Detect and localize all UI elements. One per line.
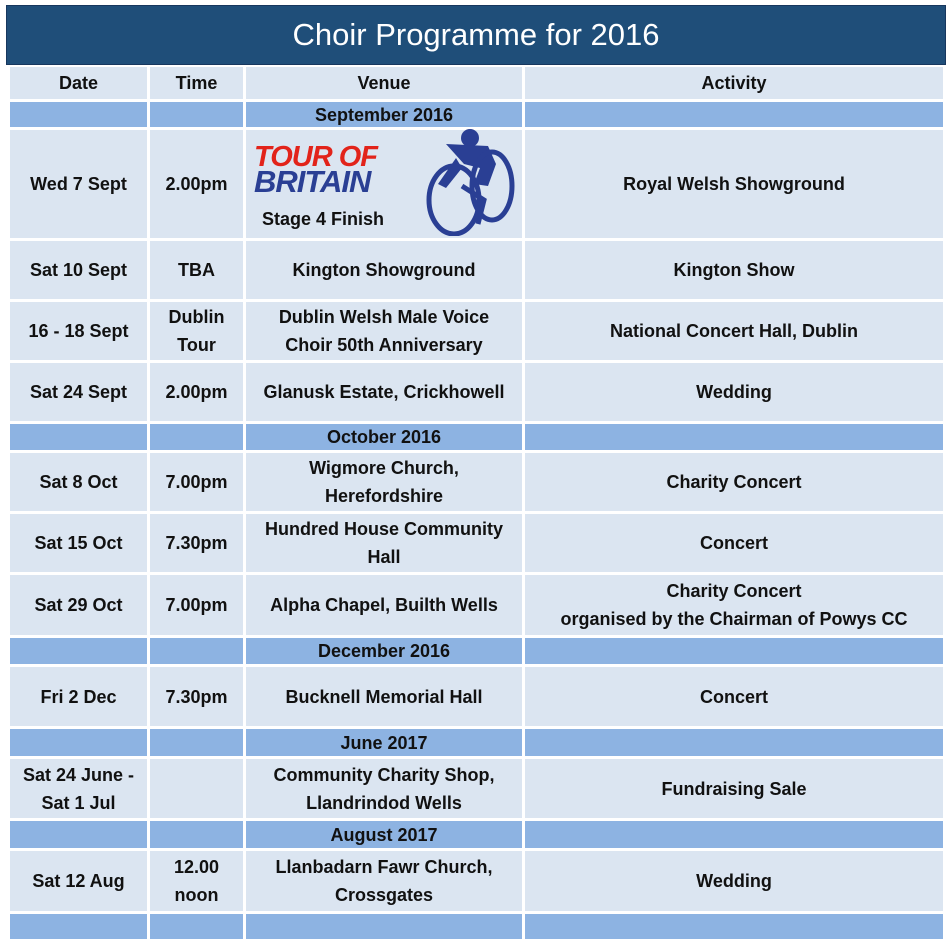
event-time-line: 12.00 <box>173 857 220 877</box>
table-row <box>6 851 946 911</box>
event-date: Wed 7 Sept <box>10 130 147 238</box>
table-row <box>6 363 946 421</box>
event-time-line: Tour <box>177 335 216 355</box>
event-venue <box>246 514 522 572</box>
event-activity: Wedding <box>525 363 943 421</box>
event-date: Sat 15 Oct <box>10 514 147 572</box>
event-venue: Bucknell Memorial Hall <box>246 667 522 726</box>
event-time: 2.00pm <box>150 363 243 421</box>
event-activity: Concert <box>525 667 943 726</box>
event-time: 7.00pm <box>150 453 243 511</box>
month-row <box>6 424 946 450</box>
header-venue: Venue <box>246 67 522 99</box>
event-activity: Charity Concert <box>525 453 943 511</box>
month-spacer <box>10 729 147 756</box>
table-row <box>6 241 946 299</box>
month-spacer <box>525 424 943 450</box>
event-venue-line: Hundred House Community <box>264 519 503 539</box>
event-time: 2.00pm <box>150 130 243 238</box>
event-activity: Concert <box>525 514 943 572</box>
month-label: August 2017 <box>246 821 522 848</box>
event-venue: Glanusk Estate, Crickhowell <box>246 363 522 421</box>
event-venue <box>246 759 522 818</box>
event-time: TBA <box>150 241 243 299</box>
tour-of-britain-logo <box>254 130 518 238</box>
event-activity: Kington Show <box>525 241 943 299</box>
event-activity: Fundraising Sale <box>525 759 943 818</box>
event-venue-line: Choir 50th Anniversary <box>285 335 483 355</box>
footer-spacer <box>525 914 943 939</box>
footer-spacer <box>246 914 522 939</box>
event-venue-line: Crossgates <box>334 885 434 905</box>
month-row <box>6 821 946 848</box>
table-row <box>6 759 946 818</box>
event-activity <box>525 575 943 635</box>
footer-spacer <box>150 914 243 939</box>
table-row <box>6 667 946 726</box>
month-spacer <box>150 729 243 756</box>
event-time: 7.30pm <box>150 514 243 572</box>
month-spacer <box>150 638 243 664</box>
footer-row <box>6 914 946 939</box>
event-activity-line: organised by the Chairman of Powys CC <box>560 609 908 629</box>
event-venue-line: Dublin Welsh Male Voice <box>278 307 490 327</box>
event-time <box>150 759 243 818</box>
event-date: Fri 2 Dec <box>10 667 147 726</box>
event-date-line: Sat 24 June - <box>22 764 135 785</box>
event-venue <box>246 851 522 911</box>
event-activity-line: Charity Concert <box>666 581 802 601</box>
event-date: Sat 10 Sept <box>10 241 147 299</box>
table-row <box>6 130 946 238</box>
month-spacer <box>525 638 943 664</box>
logo-text-tour: TOUR OF <box>254 141 377 173</box>
event-venue <box>246 130 522 238</box>
table-header-row <box>6 67 946 99</box>
cyclist-icon <box>426 128 518 236</box>
month-spacer <box>525 729 943 756</box>
header-date: Date <box>10 67 147 99</box>
event-date: Sat 12 Aug <box>10 851 147 911</box>
month-label: October 2016 <box>246 424 522 450</box>
event-venue-line: Hall <box>367 547 401 567</box>
month-spacer <box>525 821 943 848</box>
month-spacer <box>525 102 943 127</box>
table-row <box>6 514 946 572</box>
table-row <box>6 575 946 635</box>
event-date: Sat 24 Sept <box>10 363 147 421</box>
month-row <box>6 729 946 756</box>
event-time: 7.30pm <box>150 667 243 726</box>
event-time <box>150 302 243 360</box>
month-label: June 2017 <box>246 729 522 756</box>
event-time: 7.00pm <box>150 575 243 635</box>
event-activity: Royal Welsh Showground <box>525 130 943 238</box>
page-title: Choir Programme for 2016 <box>6 5 946 65</box>
event-activity: Wedding <box>525 851 943 911</box>
month-spacer <box>10 638 147 664</box>
month-spacer <box>150 102 243 127</box>
event-venue-line: Community Charity Shop, <box>273 764 495 785</box>
footer-spacer <box>10 914 147 939</box>
month-row <box>6 102 946 127</box>
logo-caption: Stage 4 Finish <box>262 209 385 229</box>
month-spacer <box>10 821 147 848</box>
month-spacer <box>150 821 243 848</box>
month-spacer <box>150 424 243 450</box>
event-time <box>150 851 243 911</box>
event-venue-line: Wigmore Church, <box>309 458 459 478</box>
event-venue: Alpha Chapel, Builth Wells <box>246 575 522 635</box>
event-date: 16 - 18 Sept <box>10 302 147 360</box>
header-activity: Activity <box>525 67 943 99</box>
logo-text-britain: BRITAIN <box>254 164 371 199</box>
month-label: September 2016 <box>246 102 522 127</box>
month-spacer <box>10 424 147 450</box>
event-date <box>10 759 147 818</box>
event-venue-line: Herefordshire <box>324 486 444 506</box>
event-venue: Kington Showground <box>246 241 522 299</box>
month-row <box>6 638 946 664</box>
month-spacer <box>10 102 147 127</box>
event-venue-line: Llandrindod Wells <box>306 792 462 813</box>
event-venue-line: Llanbadarn Fawr Church, <box>275 857 493 877</box>
header-time: Time <box>150 67 243 99</box>
event-date: Sat 8 Oct <box>10 453 147 511</box>
event-venue <box>246 453 522 511</box>
event-venue <box>246 302 522 360</box>
event-activity: National Concert Hall, Dublin <box>525 302 943 360</box>
event-date-line: Sat 1 Jul <box>41 792 116 813</box>
table-row <box>6 453 946 511</box>
month-label: December 2016 <box>246 638 522 664</box>
event-time-line: noon <box>174 885 219 905</box>
event-time-line: Dublin <box>168 307 225 327</box>
table-row <box>6 302 946 360</box>
event-date: Sat 29 Oct <box>10 575 147 635</box>
